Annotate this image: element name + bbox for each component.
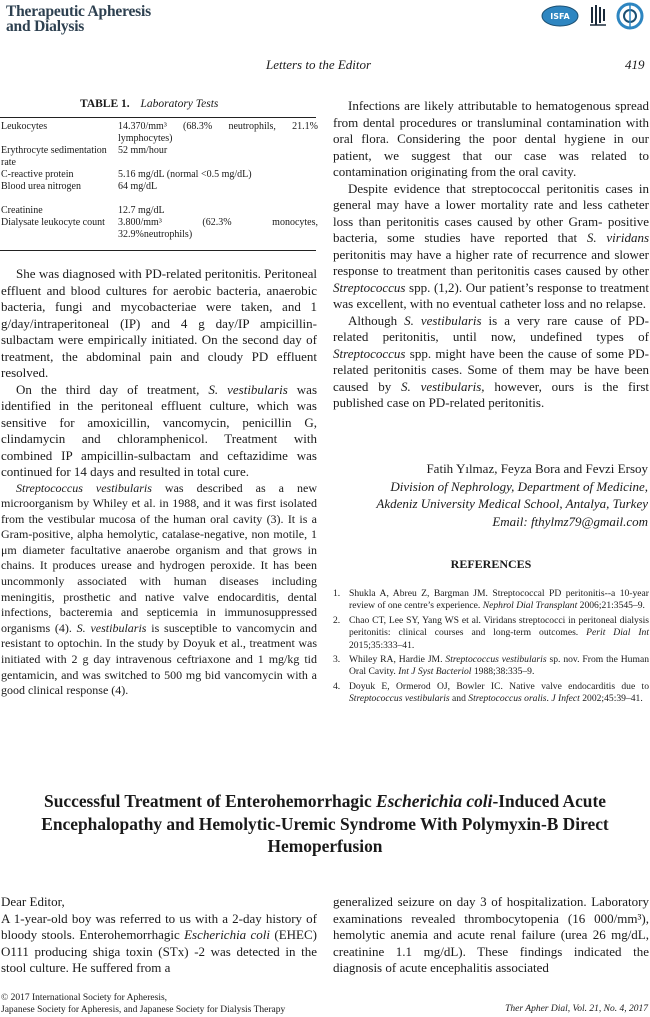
author-division: Division of Nephrology, Department of Medicine, [390,478,648,494]
paragraph: Despite evidence that streptococcal peritonitis cases in general may have a lower mortality rate and less catheter loss than peritonitis cases caused by other Gram- positive bacteria, some studies have reported that S. viridans peritonitis may have a higher rate of recurrence and slower response to treatment than peritonitis cases caused by other Streptococcus spp. (1,2). Our patient’s response to treatment was excellent, with no eventual catheter loss and no relapse. [333,180,650,311]
table-label: TABLE 1. [80,98,130,110]
page-number: 419 [625,57,645,72]
table-title: Laboratory Tests [140,98,219,110]
salutation: Dear Editor, [1,894,65,909]
paragraph: Infections are likely attributable to hematogenous spread from dental procedures or transluminal contamination with oral flora. Considering the poor dental hygiene in our patient, we suggest that our case was related to contamination originating from the oral cavity. [333,98,649,179]
jsdt-logo-icon [616,2,644,30]
isfa-logo-icon [540,4,580,28]
reference-item: 3. Whiley RA, Hardie JM. Streptococcus vestibularis sp. nov. From the Human Oral Cavity. Int J Syst Bacteriol 1988;38:335–9. [333,654,649,678]
copyright [1,993,285,1016]
article-left-column [1,894,317,977]
table-row [1,145,317,169]
table-cell-value: 64 mg/dL [118,181,158,192]
table-cell-name: Creatinine [1,205,43,216]
table-cell-name: Leukocytes [1,121,48,132]
lab-table [1,121,317,241]
svg-text:ISFA: ISFA [550,12,570,21]
reference-item: 2. Chao CT, Lee SY, Yang WS et al. Viridans streptococci in peritoneal dialysis peritonitis: clinical courses and long-term outcomes. Perit Dial Int 2015;35:333–41. [333,614,649,651]
copyright-line: Japanese Society for Apheresis, and Japanese Society for Dialysis Therapy [1,1004,286,1015]
table-cell-value: 5.16 mg/dL (normal <0.5 mg/dL) [118,169,252,180]
paragraph: She was diagnosed with PD-related peritonitis. Peritoneal effluent and blood cultures for aerobic bacteria, anaerobic bacteria, fungi and mycobacteriae were taken, and 1 g/day/intraperitoneal (IP) and 4 g day/IP ampicillin-sulbactam were empirically initiated. On the second day of treatment, the abdominal pain and cloudy PD effluent resolved. [1,266,317,380]
author-names: Fatih Yılmaz, Feyza Bora and Fevzi Ersoy [426,461,648,476]
running-title: Letters to the Editor [266,57,372,72]
paragraph: A 1-year-old boy was referred to us with a 2-day history of bloody stools. Enterohemorrhagic Escherichia coli (EHEC) O111 producing shiga toxin (STx) -2 was detected in the stool culture. He suffered from a [1,910,317,975]
table-row [1,181,317,205]
journal-title-line2: and Dialysis [6,18,85,35]
table-cell-name: Erythrocyte sedimentation rate [1,145,107,168]
journal-title [6,4,151,34]
left-column-text [1,266,317,699]
paragraph: Streptococcus vestibularis was described as a new microorganism by Whiley et al. in 1988, and it was first isolated from the vestibular mucosa of the human oral cavity (3). It is a Gram-positive, alpha hemolytic, catalase-negative, non motile, 1 μm diameter facultative anaerobe organism and that grows in chains. It produces urease and hydrogen peroxide. It has been uncommonly associated with human diseases including meningitis, prosthetic and native valve endocarditis, dental infections, bacteremia and septicemia in immunosuppressed organisms (4). S. vestibularis is susceptible to vancomycin and resistant to optochin. In the study by Doyuk et al., treatment was initiated with 2 g day intravenous ceftriaxone and 1 mg/kg tid gentamicin, and was switched to 500 mg bid vancomycin with a good clinical response (4). [1,480,317,698]
table-cell-name: C-reactive protein [1,169,74,180]
table-top-rule [0,117,316,118]
reference-item: 4. Doyuk E, Ormerod OJ, Bowler IC. Native valve endocarditis due to Streptococcus vestibularis and Streptococcus oralis. J Infect 2002;45:39–41. [333,680,649,705]
table-bottom-rule [0,250,316,251]
table-cell-value: 14.370/mm³ (68.3% neutrophils, 21.1% lymphocytes) [118,121,318,144]
table-row [1,217,317,241]
references-heading: REFERENCES [450,557,532,571]
paragraph: On the third day of treatment, S. vestibularis was identified in the peritoneal effluent culture, which was sensitive for amoxicillin, vancomycin, penicillin G, clindamycin and chloramphenicol. Treatment with combined IP ampicillin-sulbactam and ceftazidime was continued for 14 days and resulted in total cure. [1,381,318,479]
author-email[interactable]: Email: fthylmz79@gmail.com [492,513,648,529]
table-row [1,169,317,181]
paragraph: generalized seizure on day 3 of hospitalization. Laboratory examinations revealed thrombocytopenia (16 000/mm³), hemolytic anemia and acute renal failure (urea 26 mg/dL, creatinine 1.1 mg/dL). These findings indicated the diagnosis of acute encephalitis associated [333,894,649,975]
society-logos [540,2,644,30]
article-title: Successful Treatment of Enterohemorrhagic Escherichia coli-Induced Acute Encephalopathy and Hemolytic-Uremic Syndrome With Polymyxin-B Direct Hemoperfusion [41,791,609,856]
table-cell-name: Dialysate leukocyte count [1,217,105,228]
article-right-column [333,894,649,977]
table-row [1,205,317,217]
table-cell-name: Blood urea nitrogen [1,181,81,192]
reference-list [333,588,649,708]
table-cell-value: 52 mm/hour [118,145,168,156]
paragraph: Although S. vestibularis is a very rare cause of PD-related peritonitis, until now, undefined types of Streptococcus spp. might have been the cause of some PD-related peritonitis cases. Some of them may be have been caused by S. vestibularis, however, ours is the first published case on PD-related peritonitis. [333,312,649,410]
author-school: Akdeniz University Medical School, Antalya, Turkey [376,496,648,511]
jsfa-logo-icon [588,3,608,29]
table-row [1,121,317,145]
table-cell-value: 12.7 mg/dL [118,205,165,216]
right-column-text [333,98,649,412]
journal-title-line1: Therapeutic Apheresis [6,3,151,20]
journal-citation: Ther Apher Dial, Vol. 21, No. 4, 2017 [505,1004,648,1014]
copyright-line: © 2017 International Society for Apheresis, [1,993,168,1003]
table-cell-value: 3.800/mm³ (62.3% monocytes, 32.9%neutrophils) [118,217,318,240]
author-signature [318,460,648,530]
table-caption [80,98,218,110]
reference-item: 1. Shukla A, Abreu Z, Bargman JM. Streptococcal PD peritonitis--a 10-year review of one centre’s experience. Nephrol Dial Transplant 2006;21:3545–9. [333,588,649,612]
